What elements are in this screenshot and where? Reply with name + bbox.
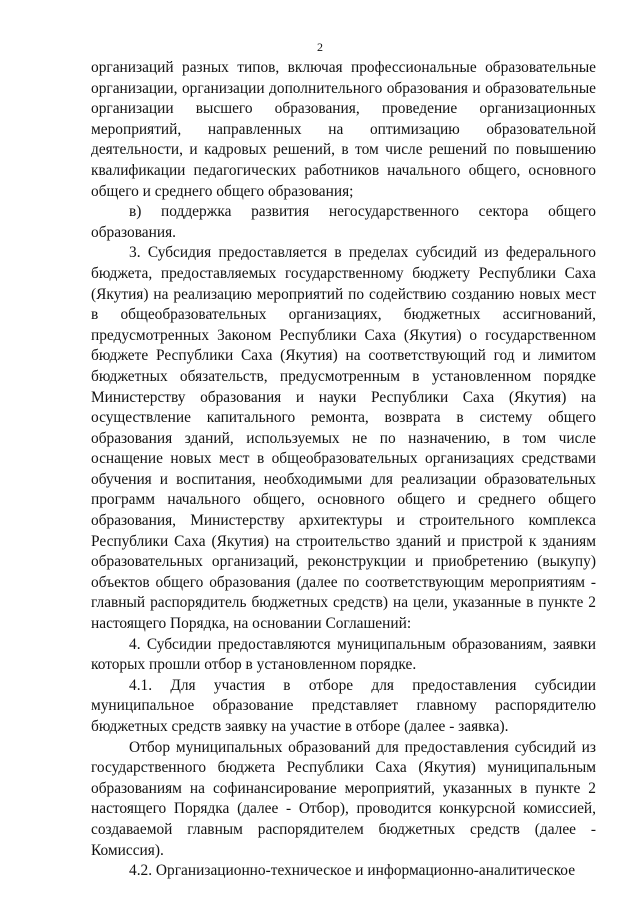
paragraph-1: организаций разных типов, включая профессиональные образовательные организации, организации дополнительного образования и образовательные организации высшего образования, проведение организационных мероприятий, направленных на оптимизацию образовательной деятельности, и кадровых решений, в том числе решений по повышению квалификации педагогических работников начального общего, основного общего и среднего общего образования; (91, 59, 596, 200)
paragraph-2: в) поддержка развития негосударственного сектора общего образования. (91, 203, 596, 241)
paragraph-7: 4.2. Организационно-техническое и информационно-аналитическое (129, 862, 576, 880)
paragraph-3: 3. Субсидия предоставляется в пределах субсидий из федерального бюджета, предоставляемых государственному бюджету Республики Саха (Якутия) на реализацию мероприятий по содействию созданию новых мест в общеобразовательных организациях, бюджетных ассигнований, предусмотренных Законом Республики Саха (Якутия) о государственном бюджете Республики Саха (Якутия) на соответствующий год и лимитом бюджетных обязательств, предусмотренным в установленном порядке Министерству образования и науки Республики Саха (Якутия) на осуществление капитального ремонта, возврата в систему общего образования зданий, используемых не по назначению, в том числе оснащение новых мест в общеобразовательных организациях средствами обучения и воспитания, необходимыми для реализации образовательных программ начального общего, основного общего и среднего общего образования, Министерству архитектуры и строительного комплекса Республики Саха (Якутия) на строительство зданий и пристрой к зданиям образовательных организаций, реконструкции и приобретению (выкупу) объектов общего образования (далее по соответствующим мероприятиям - главный распорядитель бюджетных средств) на цели, указанные в пункте 2 настоящего Порядка, на основании Соглашений: (91, 244, 596, 633)
document-body (91, 58, 596, 882)
paragraph-4: 4. Субсидии предоставляются муниципальным образованиям, заявки которых прошли отбор в установленном порядке. (91, 635, 596, 674)
page-number: 2 (317, 40, 323, 54)
paragraph-6: Отбор муниципальных образований для предоставления субсидий из государственного бюджета Республики Саха (Якутия) муниципальным образованиям на софинансирование мероприятий, указанных в пункте 2 настоящего Порядка (далее - Отбор), проводится конкурсной комиссией, создаваемой главным распорядителем бюджетных средств (далее - Комиссия). (91, 738, 596, 859)
paragraph-5: 4.1. Для участия в отборе для предоставления субсидии муниципальное образование представляет главному распорядителю бюджетных средств заявку на участие в отборе (далее - заявка). (91, 676, 596, 735)
